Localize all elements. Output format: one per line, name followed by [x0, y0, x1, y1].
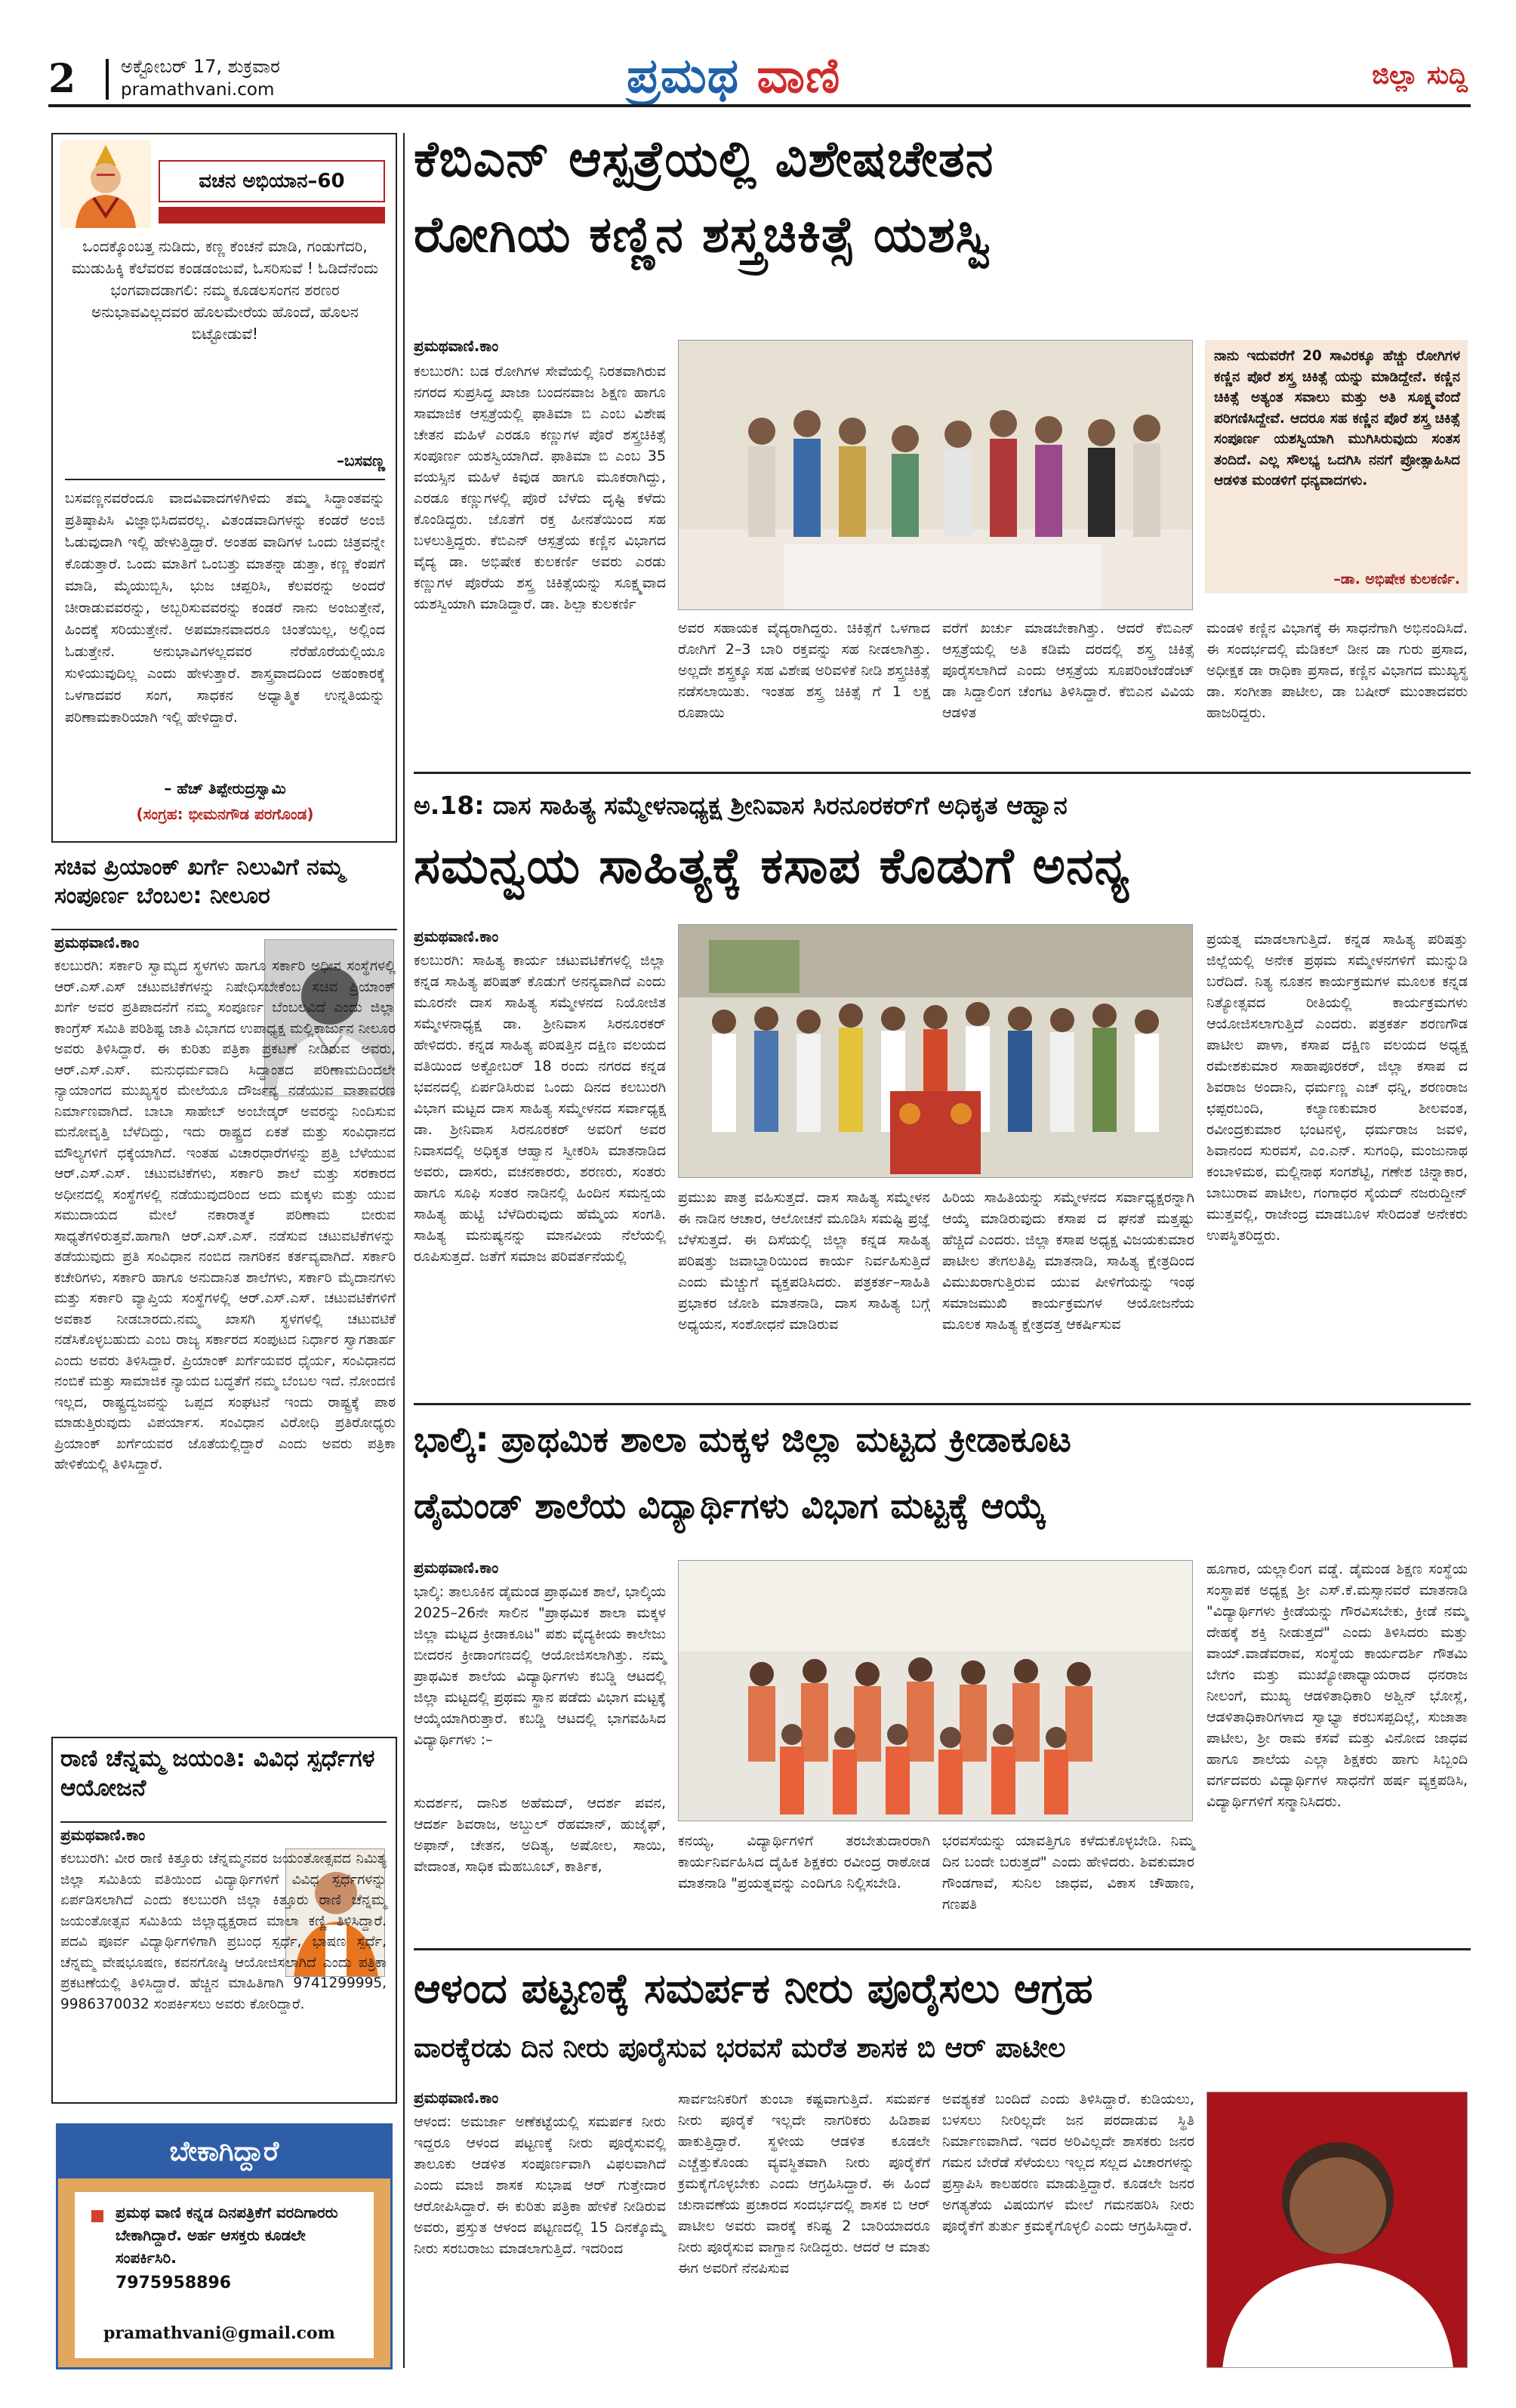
kasapa-bottom-rule	[414, 1403, 1471, 1405]
wanted-phone: 7975958896	[116, 2274, 232, 2292]
aland-text-col2: ಸಾರ್ವಜನಿಕರಿಗೆ ತುಂಬಾ ಕಷ್ಟವಾಗುತ್ತಿದೆ. ಸಮರ್ಪಕ ನೀರು ಪೂರೈಕೆ ಇಲ್ಲದೇ ನಾಗರಿಕರು ಹಿಡಿಶಾಪ ಹಾಕುತ್ತಿದ್ದಾರೆ. ಸ್ಥಳೀಯ ಆಡಳಿತ ಕೂಡಲೇ ಎಚ್ಚೆತ್ತುಕೊಂಡು ವ್ಯವಸ್ಥಿತವಾಗಿ ನೀರು ಪೂರೈಕೆಗೆ ಕ್ರಮಕೈಗೊಳ್ಳಬೇಕು ಎಂದು ಆಗ್ರಹಿಸಿದ್ದಾರೆ. ಈ ಹಿಂದೆ ಚುನಾವಣೆಯ ಪ್ರಚಾರದ ಸಂದರ್ಭದಲ್ಲಿ ಶಾಸಕ ಬಿ ಆರ್ ಪಾಟೀಲ ಅವರು ವಾರಕ್ಕೆ ಕನಿಷ್ಟ 2 ಬಾರಿಯಾದರೂ ನೀರು ಪೂರೈಸುವ ವಾಗ್ದಾನ ನೀಡಿದ್ದರು. ಆದರೆ ಆ ಮಾತು ಈಗ ಅವರಿಗೆ ನೆನಪಿಸುವ	[678, 2091, 930, 2277]
masthead	[627, 48, 840, 104]
vachana-title: ವಚನ ಅಭಿಯಾನ–60	[199, 169, 345, 193]
bhalki-text-col3: ಕನಯ್ಯ, ವಿದ್ಯಾರ್ಥಿಗಳಿಗೆ ತರಬೇತುದಾರರಾಗಿ ಕಾರ್ಯನಿರ್ವಹಿಸಿದ ದೈಹಿಕ ಶಿಕ್ಷಕರು ರವೀಂದ್ರ ರಾಠೋಡ ಮಾತನಾಡಿ "ಪ್ರಯತ್ನವನ್ನು ಎಂದಿಗೂ ನಿಲ್ಲಿಸಬೇಡಿ.	[678, 1833, 930, 1892]
kbn-byline: ಪ್ರಮಥವಾಣಿ.ಕಾಂ	[414, 337, 499, 355]
chennamma-headline: ರಾಣಿ ಚೆನ್ನಮ್ಮ ಜಯಂತಿ: ವಿವಿಧ ಸ್ಪರ್ಧೆಗಳ ಆಯೋಜನೆ	[60, 1745, 375, 1802]
header-divider	[106, 59, 109, 100]
bhalki-photo	[678, 1560, 1193, 1821]
vachana-commentary: ಬಸವಣ್ಣನವರೆಂದೂ ವಾದವಿವಾದಗಳಿಗಿಳಿದು ತಮ್ಮ ಸಿದ್ಧಾಂತವನ್ನು ಪ್ರತಿಷ್ಠಾಪಿಸಿ ವಿಜ್ಞಾಭಿಸಿದವರಲ್ಲ. ವಿತಂಡವಾದಿಗಳನ್ನು ಕಂಡರೆ ಅಂಜಿ ಓಡುವುದಾಗಿ ಇಲ್ಲಿ ಹೇಳುತ್ತಿದ್ದಾರೆ. ಅಂತಹ ವಾದಿಗಳ ಒಂದು ಚಿತ್ರವನ್ನೇ ಕೊಡುತ್ತಾರೆ. ಒಂದು ಮಾತಿಗೆ ಒಂಬತ್ತು ಮಾತನ್ನಾ ಡುತ್ತಾ, ಕಣ್ಣ ಕೆಂಪಗೆ ಮಾಡಿ, ಮೈಯುಬ್ಬಿಸಿ, ಭುಜ ಚಪ್ಪರಿಸಿ, ಕೆಲವರನ್ನು ಅಂದರೆ ಚೀರಾಡುವವರನ್ನು, ಅಬ್ಬರಿಸುವವರನ್ನು ಕಂಡರೆ ನಾನು ಅಂಜುತ್ತೇನೆ, ಹಿಂದಕ್ಕೆ ಸರಿಯುತ್ತೇನೆ. ಅಪಮಾನವಾದರೂ ಚಿಂತೆಯಿಲ್ಲ, ಅಲ್ಲಿಂದ ಓಡುತ್ತೇನೆ. ಅನುಭಾವಿಗಳಲ್ಲದವರ ನೆರೆಹೊರೆಯಲ್ಲಿಯೂ ಸುಳಿಯುವುದಿಲ್ಲ ಎಂದು ಹೇಳುತ್ತಾರೆ. ಶಾಸ್ತ್ರವಾದದಿಂದ ಅಹಂಕಾರಕ್ಕೆ ಒಳಗಾದವರ ಸಂಗ, ಸಾಧಕನ ಅಧ್ಯಾತ್ಮಿಕ ಉನ್ನತಿಯನ್ನು ಪರಿಣಾಮಕಾರಿಯಾಗಿ ಇಲ್ಲಿ ಹೇಳಿದ್ದಾರೆ.	[65, 490, 385, 726]
portrait-illustration	[60, 140, 151, 228]
bhalki-headline-line2: ಡೈಮಂಡ್ ಶಾಲೆಯ ವಿದ್ಯಾರ್ಥಿಗಳು ವಿಭಾಗ ಮಟ್ಟಕ್ಕೆ ಆಯ್ಕೆ	[414, 1485, 1046, 1526]
kbn-text-col3: ವರೆಗೆ ಖರ್ಚು ಮಾಡಬೇಕಾಗಿತ್ತು. ಆದರೆ ಕೆಬಿಎನ್ ಆಸ್ಪತ್ರೆಯಲ್ಲಿ ಅತಿ ಕಡಿಮೆ ದರದಲ್ಲಿ ಶಸ್ತ್ರ ಚಿಕಿತ್ಸೆ ಪೂರೈಸಲಾಗಿದೆ ಎಂದು ಆಸ್ಪತ್ರೆಯ ಸೂಪರಿಂಟೆಂಡೆಂಟ್ ಡಾ ಸಿದ್ದಾಲಿಂಗ ಚೆಂಗಟ ತಿಳಿಸಿದ್ದಾರೆ. ಕೆಬಿಎನ ವಿವಿಯ ಆಡಳಿತ	[942, 620, 1194, 721]
wanted-title: ಬೇಕಾಗಿದ್ದಾರೆ	[169, 2136, 279, 2167]
vachana-compiler: (ಸಂಗ್ರಹ: ಭೀಮನಗೌಡ ಪರಗೊಂಡ)	[136, 805, 314, 823]
aland-headline: ಆಳಂದ ಪಟ್ಟಣಕ್ಕೆ ಸಮರ್ಪಕ ನೀರು ಪೂರೈಸಲು ಆಗ್ರಹ	[414, 1965, 1093, 2012]
priyank-byline: ಪ್ರಮಥವಾಣಿ.ಕಾಂ	[54, 933, 140, 951]
aland-text-col3: ಅವಶ್ಯಕತೆ ಬಂದಿದೆ ಎಂದು ತಿಳಿಸಿದ್ದಾರೆ. ಕುಡಿಯಲು, ಬಳಸಲು ನೀರಿಲ್ಲದೇ ಜನ ಪರದಾಡುವ ಸ್ಥಿತಿ ನಿರ್ಮಾಣವಾಗಿದೆ. ಇದರ ಅರಿವಿಲ್ಲದೇ ಶಾಸಕರು ಜನರ ಗಮನ ಬೇರೆಡೆ ಸೆಳೆಯಲು ಇಲ್ಲದ ಸಲ್ಲದ ವಿಚಾರಗಳನ್ನು ಪ್ರಸ್ತಾಪಿಸಿ ಕಾಲಹರಣ ಮಾಡುತ್ತಿದ್ದಾರೆ. ಕೂಡಲೇ ಜನರ ಅಗತ್ಯತೆಯ ವಿಷಯಗಳ ಮೇಲೆ ಗಮನಹರಿಸಿ ನೀರು ಪೂರೈಕೆಗೆ ತುರ್ತು ಕ್ರಮಕೈಗೊಳ್ಳಲಿ ಎಂದು ಆಗ್ರಹಿಸಿದ್ದಾರೆ.	[942, 2091, 1194, 2234]
aland-subhead: ವಾರಕ್ಕೆರಡು ದಿನ ನೀರು ಪೂರೈಸುವ ಭರವಸೆ ಮರೆತ ಶಾಸಕ ಬಿ ಆರ್ ಪಾಟೀಲ	[414, 2033, 1066, 2064]
website-link[interactable]: pramathvani.com	[121, 80, 275, 100]
wanted-ad[interactable]	[56, 2123, 393, 2369]
vachana-divider	[65, 479, 385, 480]
column-divider	[403, 133, 405, 2368]
kbn-headline-line2: ರೋಗಿಯ ಕಣ್ಣಿನ ಶಸ್ತ್ರಚಿಕಿತ್ಸೆ ಯಶಸ್ವಿ	[414, 205, 992, 264]
school-students-photo	[679, 1561, 1193, 1821]
kasapa-photo	[678, 924, 1193, 1178]
bullet-icon	[91, 2210, 103, 2222]
kasapa-kicker: ಅ.18: ದಾಸ ಸಾಹಿತ್ಯ ಸಮ್ಮೇಳನಾಧ್ಯಕ್ಷ ಶ್ರೀನಿವಾಸ ಸಿರನೂರಕರ್‌ಗೆ ಅಧಿಕೃತ ಆಹ್ವಾನ	[414, 791, 1068, 820]
wanted-email: pramathvani@gmail.com	[103, 2323, 335, 2343]
person-portrait-icon	[1207, 2092, 1468, 2368]
vachana-box	[51, 133, 397, 843]
kbn-text-col4: ಮಂಡಳಿ ಕಣ್ಣಿನ ವಿಭಾಗಕ್ಕೆ ಈ ಸಾಧನೆಗಾಗಿ ಅಭಿನಂದಿಸಿದೆ. ಈ ಸಂದರ್ಭದಲ್ಲಿ ಮೆಡಿಕಲ್ ಡೀನ ಡಾ ಗುರು ಪ್ರಸಾದ, ಅಧೀಕ್ಷಕ ಡಾ ರಾಧಿಕಾ ಪ್ರಸಾದ, ಕಣ್ಣಿನ ವಿಭಾಗದ ಮುಖ್ಯಸ್ಥ ಡಾ. ಸಂಗೀತಾ ಪಾಟೀಲ, ಡಾ ಬಷೀರ್ ಮುಂತಾದವರು ಹಾಜರಿದ್ದರು.	[1206, 620, 1468, 721]
section-title: ಜಿಲ್ಲಾ ಸುದ್ದಿ	[1372, 60, 1468, 91]
wanted-text: ಪ್ರಮಥ ವಾಣಿ ಕನ್ನಡ ದಿನಪತ್ರಿಕೆಗೆ ವರದಿಗಾರರು ಬೇಕಾಗಿದ್ದಾರೆ. ಅರ್ಹ ಆಸಕ್ತರು ಕೂಡಲೇ ಸಂಪರ್ಕಿಸಿರಿ.	[116, 2203, 338, 2267]
bhalki-text-col5: ಹೂಗಾರ, ಯಲ್ಲಾಲಿಂಗ ವಡ್ಡೆ. ಡೈಮಂಡ ಶಿಕ್ಷಣ ಸಂಸ್ಥೆಯ ಸಂಸ್ಥಾಪಕ ಅಧ್ಯಕ್ಷ ಶ್ರೀ ಎಸ್.ಕೆ.ಮಸ್ಸಾನವರೆ ಮಾತನಾಡಿ "ವಿದ್ಯಾರ್ಥಿಗಳು ಕ್ರೀಡೆಯನ್ನು ಗೌರವಿಸಬೇಕು, ಕ್ರೀಡೆ ನಮ್ಮ ದೇಹಕ್ಕೆ ಶಕ್ತಿ ನೀಡುತ್ತದೆ" ಎಂದು ತಿಳಿಸಿದರು ಮತ್ತು ವಾಯ್.ವಾಡೆವರಾವ, ಸಂಸ್ಥೆಯ ಕಾರ್ಯದರ್ಶಿ ಗೌತಮಿ ಬೇಗಂ ಮತ್ತು ಮುಖ್ಯೋಪಾಧ್ಯಾಯರಾದ ಧನರಾಜ ನೀಲಂಗೆ, ಮುಖ್ಯ ಆಡಳಿತಾಧಿಕಾರಿ ಅಶ್ವಿನ್ ಭೋಸ್ಲೆ, ಆಡಳಿತಾಧಿಕಾರಿಗಳಾದ ಸ್ವಾಭ್ಯಾ ಕರಬಸಪ್ಪದಿಲ್ಲೆ, ಸುಜಾತಾ ಪಾಟೀಲ, ಶ್ರೀ ರಾಮ ಕಸವೆ ಮತ್ತು ವಿನೋದ ಜಾಧವ ಹಾಗೂ ಶಾಲೆಯ ಎಲ್ಲಾ ಶಿಕ್ಷಕರು ಹಾಗು ಸಿಬ್ಬಂದಿ ವರ್ಗದವರು ವಿದ್ಯಾರ್ಥಿಗಳ ಸಾಧನೆಗೆ ಹರ್ಷ ವ್ಯಕ್ತಪಡಿಸಿ, ವಿದ್ಯಾರ್ಥಿಗಳಿಗೆ ಸನ್ಮಾನಿಸಿದರು.	[1206, 1561, 1468, 1810]
kbn-headline-line1: ಕೆಬಿಎನ್ ಆಸ್ಪತ್ರೆಯಲ್ಲಿ ವಿಶೇಷಚೇತನ	[414, 130, 994, 188]
basavanna-portrait	[60, 140, 151, 228]
kbn-bottom-rule	[414, 772, 1471, 774]
vachana-title-bar	[159, 160, 385, 202]
kasapa-headline: ಸಮನ್ವಯ ಸಾಹಿತ್ಯಕ್ಕೆ ಕಸಾಪ ಕೊಡುಗೆ ಅನನ್ಯ	[414, 837, 1130, 895]
masthead-part1: ಪ್ರಮಥ	[627, 48, 740, 104]
kbn-text-col2: ಅವರ ಸಹಾಯಕ ವೈದ್ಯರಾಗಿದ್ದರು. ಚಿಕಿತ್ಸೆಗೆ ಒಳಗಾದ ರೋಗಿಗೆ 2–3 ಬಾರಿ ರಕ್ತವನ್ನು ಸಹ ನೀಡಲಾಗಿತ್ತು. ಅಲ್ಲದೇ ಶಸ್ತ್ರಕ್ಕೂ ಸಹ ವಿಶೇಷ ಅರಿವಳಿಕೆ ನೀಡಿ ಶಸ್ತ್ರಚಿಕಿತ್ಸೆ ನಡೆಸಲಾಯಿತು. ಇಂತಹ ಶಸ್ತ್ರ ಚಿಕಿತ್ಸೆ ಗೆ 1 ಲಕ್ಷ ರೂಪಾಯಿ	[678, 620, 930, 721]
page-number: 2	[48, 56, 76, 102]
kbn-quote: ನಾನು ಇದುವರೆಗೆ 20 ಸಾವಿರಕ್ಕೂ ಹೆಚ್ಚು ರೋಗಿಗಳ ಕಣ್ಣಿನ ಪೊರೆ ಶಸ್ತ್ರ ಚಿಕಿತ್ಸೆ ಯನ್ನು ಮಾಡಿದ್ದೇನೆ. ಕಣ್ಣಿನ ಚಿಕಿತ್ಸೆ ಅತ್ಯಂತ ಸವಾಲು ಮತ್ತು ಅತಿ ಸೂಕ್ಷ್ಮವೆಂದೆ ಪರಿಗಣಿಸಿದ್ದೇವೆ. ಆದರೂ ಸಹ ಕಣ್ಣಿನ ಪೊರೆ ಶಸ್ತ್ರ ಚಿಕಿತ್ಸೆ ಸಂಪೂರ್ಣ ಯಶಸ್ವಿಯಾಗಿ ಮುಗಿಸಿರುವುದು ಸಂತಸ ತಂದಿದೆ. ಎಲ್ಲ ಸೌಲಭ್ಯ ಒದಗಿಸಿ ನನಗೆ ಪ್ರೋತ್ಸಾಹಿಸಿದ ಆಡಳಿತ ಮಂಡಳಿಗೆ ಧನ್ಯವಾದಗಳು.	[1214, 348, 1460, 489]
chennamma-rule	[60, 1821, 387, 1823]
vachana-verse-author: –ಬಸವಣ್ಣ	[337, 452, 385, 470]
bhalki-headline-line1: ಭಾಲ್ಕಿ: ಪ್ರಾಥಮಿಕ ಶಾಲಾ ಮಕ್ಕಳ ಜಿಲ್ಲಾ ಮಟ್ಟದ ಕ್ರೀಡಾಕೂಟ	[414, 1419, 1071, 1460]
kbn-quote-author: –ಡಾ. ಅಭಿಷೇಕ ಕುಲಕರ್ಣಿ.	[1333, 571, 1460, 587]
wanted-title-bar	[58, 2126, 390, 2178]
priyank-headline: ಸಚಿವ ಪ್ರಿಯಾಂಕ್ ಖರ್ಗೆ ನಿಲುವಿಗೆ ನಮ್ಮ ಸಂಪೂರ್ಣ ಬೆಂಬಲ: ನೀಲೂರ	[54, 854, 344, 909]
kasapa-text-col3: ಹಿರಿಯ ಸಾಹಿತಿಯನ್ನು ಸಮ್ಮೇಳನದ ಸರ್ವಾಧ್ಯಕ್ಷರನ್ನಾಗಿ ಆಯ್ಕೆ ಮಾಡಿರುವುದು ಕಸಾಪ ದ ಘನತೆ ಮತ್ತಷ್ಟು ಹೆಚ್ಚಿದೆ ಎಂದರು. ಜಿಲ್ಲಾ ಕಸಾಪ ಅಧ್ಯಕ್ಷ ವಿಜಯಕುಮಾರ ಪಾಟೀಲ ತೇಗಲತಿಪ್ಪಿ ಮಾತನಾಡಿ, ಸಾಹಿತ್ಯ ಕ್ಷೇತ್ರದಿಂದ ವಿಮುಖರಾಗುತ್ತಿರುವ ಯುವ ಪೀಳಿಗೆಯನ್ನು ಇಂಥ ಸಮಾಜಮುಖಿ ಕಾರ್ಯಕ್ರಮಗಳ ಆಯೋಜನೆಯ ಮೂಲಕ ಸಾಹಿತ್ಯ ಕ್ಷೇತ್ರದತ್ತ ಆಕರ್ಷಿಸುವ	[942, 1189, 1194, 1333]
bhalki-bottom-rule	[414, 1948, 1471, 1950]
aland-text-col1: ಆಳಂದ: ಅಮರ್ಜಾ ಅಣೆಕಟ್ಟೆಯಲ್ಲಿ ಸಮರ್ಪಕ ನೀರು ಇದ್ದರೂ ಆಳಂದ ಪಟ್ಟಣಕ್ಕೆ ನೀರು ಪೂರೈಸುವಲ್ಲಿ ತಾಲೂಕು ಆಡಳಿತ ಸಂಪೂರ್ಣವಾಗಿ ವಿಫಲವಾಗಿದೆ ಎಂದು ಮಾಜಿ ಶಾಸಕ ಸುಭಾಷ ಆರ್ ಗುತ್ತೇದಾರ ಆರೋಪಿಸಿದ್ದಾರೆ. ಈ ಕುರಿತು ಪತ್ರಿಕಾ ಹೇಳಿಕೆ ನೀಡಿರುವ ಅವರು, ಪ್ರಸ್ತುತ ಆಳಂದ ಪಟ್ಟಣದಲ್ಲಿ 15 ದಿನಕ್ಕೊಮ್ಮೆ ನೀರು ಸರಬರಾಜು ಮಾಡಲಾಗುತ್ತಿದೆ. ಇದರಿಂದ	[414, 2114, 666, 2257]
kbn-photo	[678, 340, 1193, 610]
aland-byline: ಪ್ರಮಥವಾಣಿ.ಕಾಂ	[414, 2089, 499, 2107]
kasapa-text-col1: ಕಲಬುರಗಿ: ಸಾಹಿತ್ಯ ಕಾರ್ಯ ಚಟುವಟಿಕೆಗಳಲ್ಲಿ ಜಿಲ್ಲಾ ಕನ್ನಡ ಸಾಹಿತ್ಯ ಪರಿಷತ್ ಕೊಡುಗೆ ಅನನ್ಯವಾಗಿದೆ ಎಂದು ಮೂರನೇ ದಾಸ ಸಾಹಿತ್ಯ ಸಮ್ಮೇಳನದ ನಿಯೋಜಿತ ಸಮ್ಮೇಳನಾಧ್ಯಕ್ಷ ಡಾ. ಶ್ರೀನಿವಾಸ ಸಿರನೂರಕರ್ ಹೇಳಿದರು. ಕನ್ನಡ ಸಾಹಿತ್ಯ ಪರಿಷತ್ತಿನ ದಕ್ಷಿಣ ವಲಯದ ವತಿಯಿಂದ ಅಕ್ಟೋಬರ್ 18 ರಂದು ನಗರದ ಕನ್ನಡ ಭವನದಲ್ಲಿ ಏರ್ಪಡಿಸಿರುವ ಒಂದು ದಿನದ ಕಲಬುರಗಿ ವಿಭಾಗ ಮಟ್ಟದ ದಾಸ ಸಾಹಿತ್ಯ ಸಮ್ಮೇಳನದ ಸರ್ವಾಧ್ಯಕ್ಷ ಡಾ. ಶ್ರೀನಿವಾಸ ಸಿರನೂರಕರ್ ಅವರಿಗೆ ಅವರ ನಿವಾಸದಲ್ಲಿ ಅಧಿಕೃತ ಆಹ್ವಾನ ಸ್ವೀಕರಿಸಿ ಮಾತನಾಡಿದ ಅವರು, ದಾಸರು, ವಚನಕಾರರು, ಶರಣರು, ಸಂತರು ಹಾಗೂ ಸೂಫಿ ಸಂತರ ನಾಡಿನಲ್ಲಿ ಹಿಂದಿನ ಸಮನ್ವಯ ಸಾಹಿತ್ಯ ಹುಟ್ಟಿ ಬೆಳೆದಿರುವುದು ಹೆಮ್ಮೆಯ ಸಂಗತಿ. ಸಾಹಿತ್ಯ ಮನುಷ್ಯನನ್ನು ಮಾನವೀಯ ನೆಲೆಯಲ್ಲಿ ರೂಪಿಸುತ್ತದೆ. ಜತೆಗೆ ಸಮಾಜ ಪರಿವರ್ತನೆಯಲ್ಲಿ	[414, 952, 666, 1265]
bhalki-text-col1: ಭಾಲ್ಕಿ: ತಾಲೂಕಿನ ಡೈಮಂಡ ಪ್ರಾಥಮಿಕ ಶಾಲೆ, ಭಾಲ್ಕಿಯ 2025–26ನೇ ಸಾಲಿನ "ಪ್ರಾಥಮಿಕ ಶಾಲಾ ಮಕ್ಕಳ ಜಿಲ್ಲಾ ಮಟ್ಟದ ಕ್ರೀಡಾಕೂಟ" ಪಶು ವೈದ್ಯಕೀಯ ಕಾಲೇಜು ಬೀದರನ ಕ್ರೀಡಾಂಗಣದಲ್ಲಿ ಆಯೋಜಿಸಲಾಗಿತ್ತು. ನಮ್ಮ ಪ್ರಾಥಮಿಕ ಶಾಲೆಯ ವಿದ್ಯಾರ್ಥಿಗಳು ಕಬಡ್ಡಿ ಆಟದಲ್ಲಿ ಜಿಲ್ಲಾ ಮಟ್ಟದಲ್ಲಿ ಪ್ರಥಮ ಸ್ಥಾನ ಪಡೆದು ವಿಭಾಗ ಮಟ್ಟಕ್ಕೆ ಆಯ್ಕೆಯಾಗಿರುತ್ತಾರೆ. ಕಬಡ್ಡಿ ಆಟದಲ್ಲಿ ಭಾಗವಹಿಸಿದ ವಿದ್ಯಾರ್ಥಿಗಳು :–	[414, 1583, 666, 1748]
issue-date: ಅಕ್ಟೋಬರ್ 17, ಶುಕ್ರವಾರ	[121, 56, 280, 77]
kasapa-text-col4: ಪ್ರಯತ್ನ ಮಾಡಲಾಗುತ್ತಿದೆ. ಕನ್ನಡ ಸಾಹಿತ್ಯ ಪರಿಷತ್ತು ಜಿಲ್ಲೆಯಲ್ಲಿ ಅನೇಕ ಪ್ರಥಮ ಸಮ್ಮೇಳನಗಳಿಗೆ ಮುನ್ನುಡಿ ಬರೆದಿದೆ. ನಿತ್ಯ ನೂತನ ಕಾರ್ಯಕ್ರಮಗಳ ಮೂಲಕ ಕನ್ನಡ ನಿತ್ಯೋತ್ಸವದ ರೀತಿಯಲ್ಲಿ ಕಾರ್ಯಕ್ರಮಗಳು ಆಯೋಜಿಸಲಾಗುತ್ತಿದೆ ಎಂದರು. ಪತ್ರಕರ್ತ ಶರಣಗೌಡ ಪಾಟೀಲ ಪಾಳಾ, ಕಸಾಪ ದಕ್ಷಿಣ ವಲಯದ ಅಧ್ಯಕ್ಷ ರಮೇಶಕುಮಾರ ಸಾಹಾಪೂರಕರ್, ಜಿಲ್ಲಾ ಕಸಾಪ ದ ಶಿವರಾಜ ಅಂದಾನಿ, ಧರ್ಮಣ್ಣ ಎಚ್ ಧನ್ನಿ, ಶರಣರಾಜ ಛಪ್ಪರಬಂದಿ, ಕಲ್ಯಾಣಕುಮಾರ ಶೀಲವಂತ, ರವೀಂದ್ರಕುಮಾರ ಭಂಟನಳ್ಳಿ, ಧರ್ಮರಾಜ ಜವಳಿ, ಶಿವಾನಂದ ಸುರವಸೆ, ಎಂ.ಎನ್. ಸುಗಂಧಿ, ಮಂಜುನಾಥ ಕಂಬಾಳಿಮಠ, ಮಲ್ಲಿನಾಥ ಸಂಗಶೆಟ್ಟಿ, ಗಣೇಶ ಚಿನ್ನಾಕಾರ, ಬಾಬುರಾವ ಪಾಟೀಲ, ಗಂಗಾಧರ ಸೈಯದ್ ನಜರುದ್ದೀನ್ ಮುತ್ತವಲ್ಲಿ, ರಾಜೇಂದ್ರ ಮಾಡಬೂಳ ಸೇರಿದಂತೆ ಅನೇಕರು ಉಪಸ್ಥಿತರಿದ್ದರು.	[1206, 931, 1468, 1244]
vachana-author: – ಹೆಚ್ ತಿಪ್ಪೇರುದ್ರಸ್ವಾಮಿ	[164, 779, 286, 797]
priyank-text: ಕಲಬುರಗಿ: ಸರ್ಕಾರಿ ಸ್ವಾಮ್ಯದ ಸ್ಥಳಗಳು ಹಾಗೂ ಸರ್ಕಾರಿ ಅಧೀನ ಸಂಸ್ಥೆಗಳಲ್ಲಿ ಆರ್.ಎಸ್.ಎಸ್ ಚಟುವಟಿಕೆಗಳನ್ನು ನಿಷೇಧಿಸಬೇಕೆಂಬ ಸಚಿವ ಪ್ರಿಯಾಂಕ್ ಖರ್ಗೆ ಅವರ ಪ್ರತಿಪಾದನೆಗೆ ನಮ್ಮ ಸಂಪೂರ್ಣ ಬೆಂಬಲವಿದೆ ಎಂದು ಜಿಲ್ಲಾ ಕಾಂಗ್ರೆಸ್ ಸಮಿತಿ ಪರಿಶಿಷ್ಟ ಜಾತಿ ವಿಭಾಗದ ಉಪಾಧ್ಯಕ್ಷ ಮಲ್ಲಿಕಾರ್ಜುನ ನೀಲೂರ ಅವರು ತಿಳಿಸಿದ್ದಾರೆ. ಈ ಕುರಿತು ಪತ್ರಿಕಾ ಪ್ರಕಟಣೆ ನೀಡಿರುವ ಅವರು, ಆರ್.ಎಸ್.ಎಸ್. ಮನುಧರ್ಮವಾದಿ ಸಿದ್ಧಾಂತದ ಪರಿಣಾಮದಿಂದಲೇ ನ್ಯಾಯಾಂಗದ ಮುಖ್ಯಸ್ಥರ ಮೇಲೆಯೂ ದೌರ್ಜನ್ಯ ನಡೆಯುವ ವಾತಾವರಣ ನಿರ್ಮಾಣವಾಗಿದೆ. ಬಾಬಾ ಸಾಹೇಬ್ ಅಂಬೇಡ್ಕರ್ ಅವರನ್ನು ನಿಂದಿಸುವ ಮನೋವೃತ್ತಿ ಬೆಳೆದಿದ್ದು, ಇದು ರಾಷ್ಟ್ರದ ಏಕತೆ ಮತ್ತು ಸಂವಿಧಾನದ ಮೌಲ್ಯಗಳಿಗೆ ಧಕ್ಕೆಯಾಗಿದೆ. ಇಂತಹ ವಿಚಾರಧಾರೆಗಳನ್ನು ಪ್ರತ್ತಿ ಬೆಳೆಯುವ ಆರ್.ಎಸ್.ಎಸ್. ಚಟುವಟಿಕೆಗಳು, ಸರ್ಕಾರಿ ಶಾಲೆ ಮತ್ತು ಸರಕಾರದ ಅಧೀನದಲ್ಲಿ ಸಂಸ್ಥೆಗಳಲ್ಲಿ ನಡೆಯುವುದರಿಂದ ಅದು ಮಕ್ಕಳು ಮತ್ತು ಯುವ ಸಮುದಾಯದ ಮೇಲೆ ನಕಾರಾತ್ಮಕ ಪರಿಣಾಮ ಬೀರುವ ಸಾಧ್ಯತೆಗಳಿರುತ್ತವೆ.ಹಾಗಾಗಿ ಆರ್.ಎಸ್.ಎಸ್. ನಡೆಸುವ ಚಟುವಟಿಕೆಗಳನ್ನು ತಡೆಯುವುದು ಪ್ರತಿ ಸಂವಿಧಾನ ನಂಬಿದ ನಾಗರಿಕನ ಕರ್ತವ್ಯವಾಗಿದೆ. ಸರ್ಕಾರಿ ಕಚೇರಿಗಳು, ಸರ್ಕಾರಿ ಹಾಗೂ ಅನುದಾನಿತ ಶಾಲೆಗಳು, ಸರ್ಕಾರಿ ಮೈದಾನಗಳು ಮತ್ತು ಸರ್ಕಾರಿ ವ್ಯಾಪ್ತಿಯ ಸಂಸ್ಥೆಗಳಲ್ಲಿ ಆರ್.ಎಸ್.ಎಸ್. ಚಟುವಟಿಕೆಗಳಿಗೆ ಅವಕಾಶ ನೀಡಬಾರದು.ನಮ್ಮ ಖಾಸಗಿ ಸ್ಥಳಗಳಲ್ಲಿ ಚಟುವಟಿಕೆ ನಡೆಸಿಕೊಳ್ಳಬಹುದು ಎಂಬ ರಾಜ್ಯ ಸರ್ಕಾರದ ಸಂಪುಟದ ನಿರ್ಧಾರ ಸ್ವಾಗತಾರ್ಹ ಎಂದು ಅವರು ತಿಳಿಸಿದ್ದಾರೆ. ಪ್ರಿಯಾಂಕ್ ಖರ್ಗೆಯವರ ಧೈರ್ಯ, ಸಂವಿಧಾನದ ನಂಬಿಕೆ ಮತ್ತು ಸಾಮಾಜಿಕ ನ್ಯಾಯದ ಬದ್ಧತೆಗೆ ನಮ್ಮ ಬೆಂಬಲ ಇದೆ. ನೋಂದಣಿ ಇಲ್ಲದ, ರಾಷ್ಟ್ರದ್ವಜವನ್ನು ಒಪ್ಪದ ಸಂಘಟನೆ ಇಂದು ರಾಷ್ಟ್ರಕ್ಕೆ ಪಾಠ ಮಾಡುತ್ತಿರುವುದು ವಿಪರ್ಯಾಸ. ಸಂವಿಧಾನ ವಿರೋಧಿ ಪ್ರತಿರೋಧ್ಯರು ಪ್ರಿಯಾಂಕ್ ಖರ್ಗೆಯವರ ಜೊತೆಯಲ್ಲಿದ್ದಾರೆ ಎಂದು ಅವರು ಪತ್ರಿಕಾ ಹೇಳಿಕೆಯಲ್ಲಿ ತಿಳಿಸಿದ್ದಾರೆ.	[54, 958, 396, 1472]
hospital-group-photo	[679, 341, 1193, 610]
bhalki-text-col2: ಸುದರ್ಶನ, ದಾನಿಶ ಅಹೆಮದ್, ಆದರ್ಶ ಪವನ, ಆದರ್ಶ ಶಿವರಾಜ, ಅಬ್ದುಲ್ ರೆಹಮಾನ್, ಹುಜೈಫ್, ಅಫಾನ್, ಚೇತನ, ಅದಿತ್ಯ, ಅಷೋಲ, ಸಾಯಿ, ವೇದಾಂತ, ಸಾಧಿಕ ಮೆಹಬೂಬ್, ಕಾರ್ತಿಕ,	[414, 1795, 666, 1875]
br-patil-photo	[1206, 2092, 1468, 2368]
kasapa-byline: ಪ್ರಮಥವಾಣಿ.ಕಾಂ	[414, 927, 499, 945]
priyank-rule	[51, 929, 397, 930]
vachana-verse: ಒಂದಕ್ಕೊಂಬತ್ತ ನುಡಿದು, ಕಣ್ಣ ಕೆಂಚನೆ ಮಾಡಿ, ಗಂಡುಗೆದರಿ, ಮುಡುಹಿಕ್ಕಿ ಕೆಲೆವರವ ಕಂಡಡಂಜುವೆ, ಓಸರಿಸುವೆ ! ಓಡಿದೆನೆಂದು ಭಂಗವಾದಡಾಗಲಿ: ನಮ್ಮ ಕೂಡಲಸಂಗನ ಶರಣರ ಅನುಭಾವವಿಲ್ಲದವರ ಹೊಲಮೇರೆಯ ಹೊಂದೆ, ಹೊಲನ ಬಿಟ್ಟೋಡುವೆ!	[71, 237, 379, 343]
header-rule	[48, 104, 1471, 107]
bhalki-byline: ಪ್ರಮಥವಾಣಿ.ಕಾಂ	[414, 1559, 499, 1577]
vachana-red-strip	[159, 207, 385, 224]
chennamma-text: ಕಲಬುರಗಿ: ವೀರ ರಾಣಿ ಕಿತ್ತೂರು ಚೆನ್ನಮ್ಮನವರ ಜಯಂತೋತ್ಸವದ ನಿಮಿತ್ಯ ಜಿಲ್ಲಾ ಸಮಿತಿಯ ವತಿಯಿಂದ ವಿದ್ಯಾರ್ಥಿಗಳಿಗೆ ವಿವಿಧ ಸ್ಪರ್ಧೆಗಳನ್ನು ಏರ್ಪಡಿಸಲಾಗಿದೆ ಎಂದು ಕಲಬುರಗಿ ಜಿಲ್ಲಾ ಕಿತ್ತೂರು ರಾಣಿ ಚೆನ್ನಮ್ಮ ಜಯಂತೋತ್ಸವ ಸಮಿತಿಯ ಜಿಲ್ಲಾಧ್ಯಕ್ಷರಾದ ಮಾಲಾ ಕಣ್ಣಿ ತಿಳಿಸಿದ್ದಾರೆ. ಪದವಿ ಪೂರ್ವ ವಿದ್ಯಾರ್ಥಿಗಳಿಗಾಗಿ ಪ್ರಬಂಧ ಸ್ಪರ್ಧೆ, ಭಾಷಣ ಸ್ಪರ್ಧೆ, ಚೆನ್ನಮ್ಮ ವೇಷಭೂಷಣ, ಕವನಗೋಷ್ಠಿ ಆಯೋಜಿಸಲಾಗಿದೆ ಎಂದು ಪತ್ರಿಕಾ ಪ್ರಕಟಣೆಯಲ್ಲಿ ತಿಳಿಸಿದ್ದಾರೆ. ಹೆಚ್ಚಿನ ಮಾಹಿತಿಗಾಗಿ 9741299995, 9986370032 ಸಂಪರ್ಕಿಸಲು ಅವರು ಕೋರಿದ್ದಾರೆ.	[60, 1851, 387, 2012]
kbn-text-col1: ಕಲಬುರಗಿ: ಬಡ ರೋಗಿಗಳ ಸೇವೆಯಲ್ಲಿ ನಿರತವಾಗಿರುವ ನಗರದ ಸುಪ್ರಸಿದ್ಧ ಖಾಜಾ ಬಂದನವಾಜ ಶಿಕ್ಷಣ ಹಾಗೂ ಸಾಮಾಜಿಕ ಆಸ್ಪತ್ರೆಯಲ್ಲಿ ಫಾತಿಮಾ ಬಿ ಎಂಬ ವಿಶೇಷ ಚೇತನ ಮಹಿಳೆ ಎರಡೂ ಕಣ್ಣುಗಳ ಪೊರೆ ಶಸ್ತ್ರಚಿಕಿತ್ಸೆ ಸಂಪೂರ್ಣ ಯಶಸ್ವಿಯಾಗಿದೆ. ಫಾತಿಮಾ ಬಿ ಎಂಬ 35 ವಯಸ್ಸಿನ ಮಹಿಳೆ ಕಿವುಡ ಹಾಗೂ ಮೂಕರಾಗಿದ್ದು, ಎರಡೂ ಕಣ್ಣುಗಳಲ್ಲಿ ಪೊರೆ ಬೆಳೆದು ದೃಷ್ಟಿ ಕಳೆದು ಕೊಂಡಿದ್ದರು. ಜೊತೆಗೆ ರಕ್ತ ಹೀನತೆಯಿಂದ ಸಹ ಬಳಲುತ್ತಿದ್ದರು. ಕೆಬಿಎನ್ ಆಸ್ಪತ್ರೆಯ ಕಣ್ಣಿನ ವಿಭಾಗದ ವೈದ್ಯ ಡಾ. ಅಭಿಷೇಕ ಕುಲಕರ್ಣಿ ಅವರು ಎರಡು ಕಣ್ಣುಗಳ ಪೊರೆಯ ಶಸ್ತ್ರ ಚಿಕಿತ್ಸೆಯನ್ನು ಸೂಕ್ಷ್ಮವಾದ ಯಶಸ್ವಿಯಾಗಿ ಮಾಡಿದ್ದಾರೆ. ಡಾ. ಶಿಲ್ಪಾ ಕುಲಕರ್ಣಿ	[414, 363, 666, 612]
literature-group-photo	[679, 925, 1193, 1178]
chennamma-byline: ಪ್ರಮಥವಾಣಿ.ಕಾಂ	[60, 1826, 146, 1844]
masthead-part2: ವಾಣಿ	[756, 48, 841, 104]
bhalki-text-col4: ಭರವಸೆಯನ್ನು ಯಾವತ್ತಿಗೂ ಕಳೆದುಕೊಳ್ಳಬೇಡಿ. ನಿಮ್ಮ ದಿನ ಬಂದೇ ಬರುತ್ತದೆ" ಎಂದು ಹೇಳಿದರು. ಶಿವಕುಮಾರ ಗೌಂಡಗಾವೆ, ಸುನಿಲ ಜಾಧವ, ವಿಕಾಸ ಚೌಹಾಣ, ಗಣಪತಿ	[942, 1833, 1194, 1913]
kasapa-text-col2: ಪ್ರಮುಖ ಪಾತ್ರ ವಹಿಸುತ್ತದೆ. ದಾಸ ಸಾಹಿತ್ಯ ಸಮ್ಮೇಳನ ಈ ನಾಡಿನ ಆಚಾರ, ಆಲೋಚನೆ ಮೂಡಿಸಿ ಸಮಷ್ಟಿ ಪ್ರಜ್ಞೆ ಬೆಳೆಸುತ್ತದೆ. ಈ ದಿಸೆಯಲ್ಲಿ ಜಿಲ್ಲಾ ಕನ್ನಡ ಸಾಹಿತ್ಯ ಪರಿಷತ್ತು ಜವಾಬ್ದಾರಿಯಿಂದ ಕಾರ್ಯ ನಿರ್ವಹಿಸುತ್ತಿದೆ ಎಂದು ಮೆಚ್ಚುಗೆ ವ್ಯಕ್ತಪಡಿಸಿದರು. ಪತ್ರಕರ್ತ–ಸಾಹಿತಿ ಪ್ರಭಾಕರ ಜೋಶಿ ಮಾತನಾಡಿ, ದಾಸ ಸಾಹಿತ್ಯ ಬಗ್ಗೆ ಅಧ್ಯಯನ, ಸಂಶೋಧನೆ ಮಾಡಿರುವ	[678, 1189, 930, 1333]
